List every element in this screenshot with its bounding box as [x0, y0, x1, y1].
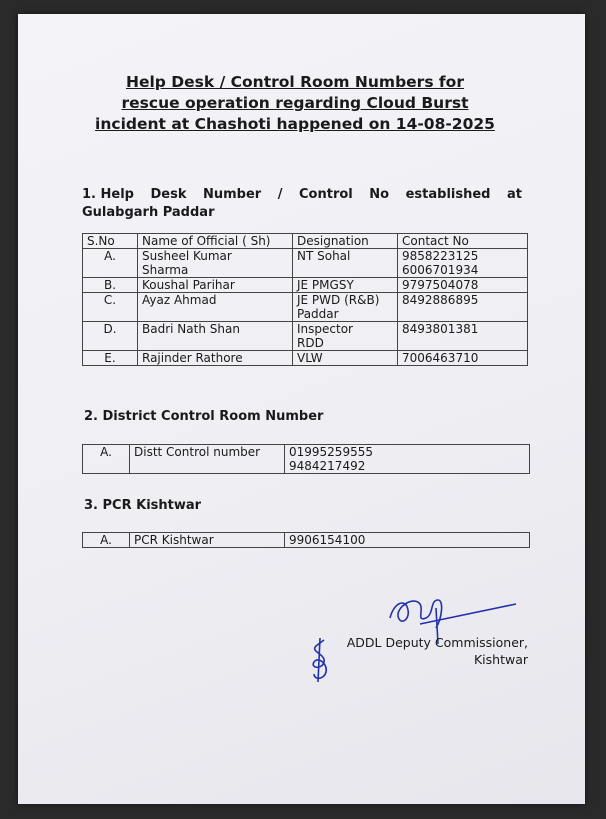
- cell-contact-line: 8493801381: [402, 322, 479, 336]
- help-desk-table: [82, 233, 528, 366]
- column-header-sno: S.No: [83, 234, 138, 249]
- section-2-heading: 2. District Control Room Number: [84, 409, 324, 424]
- cell-contact: [398, 278, 528, 293]
- help-desk-table-body: [83, 249, 528, 366]
- cell-contact-line: 8492886895: [402, 293, 479, 307]
- title-line-1: Help Desk / Control Room Numbers for: [126, 73, 464, 91]
- cell-sno: A.: [83, 445, 130, 474]
- cell-contact: [285, 445, 530, 474]
- cell-designation: [293, 249, 398, 278]
- cell-name-line: Koushal Parihar: [142, 278, 235, 292]
- cell-name-line: Sharma: [142, 263, 189, 277]
- cell-name-line: Susheel Kumar: [142, 249, 232, 263]
- column-header-designation: Designation: [293, 234, 398, 249]
- cell-contact: [398, 322, 528, 351]
- cell-designation-line: VLW: [297, 351, 323, 365]
- cell-sno: E.: [83, 351, 138, 366]
- table-row: [83, 322, 528, 351]
- heading-word: Number: [203, 187, 262, 202]
- heading-word: No: [369, 187, 390, 202]
- cell-designation-line: NT Sohal: [297, 249, 351, 263]
- heading-word: at: [506, 187, 522, 202]
- table-row: [83, 293, 528, 322]
- cell-contact-line: 9858223125: [402, 249, 479, 263]
- table-row: [83, 533, 530, 548]
- cell-designation: [293, 322, 398, 351]
- heading-word: /: [277, 187, 283, 202]
- cell-name: [138, 351, 293, 366]
- district-control-table: [82, 444, 530, 474]
- cell-contact: 9906154100: [285, 533, 530, 548]
- table-row: [83, 249, 528, 278]
- table-row: [83, 445, 530, 474]
- table-row: [83, 351, 528, 366]
- cell-name: [138, 322, 293, 351]
- cell-designation: [293, 351, 398, 366]
- signatory-location: Kishtwar: [473, 652, 528, 667]
- cell-name: Distt Control number: [130, 445, 285, 474]
- cell-designation-line: Paddar: [297, 307, 339, 321]
- table-header-row: [83, 234, 528, 249]
- section-1-heading: [82, 186, 522, 222]
- table-row: [83, 278, 528, 293]
- contact-line: 9484217492: [289, 459, 366, 473]
- cell-designation-line: Inspector: [297, 322, 353, 336]
- heading-word: Control: [299, 187, 353, 202]
- cell-sno: A.: [83, 533, 130, 548]
- cell-contact: [398, 293, 528, 322]
- cell-designation-line: RDD: [297, 336, 324, 350]
- signatory-block: [336, 634, 528, 668]
- pcr-table: [82, 532, 530, 548]
- heading-word: Desk: [150, 187, 187, 202]
- title-line-3: incident at Chashoti happened on 14-08-2025: [95, 115, 495, 133]
- cell-name-line: Rajinder Rathore: [142, 351, 243, 365]
- cell-contact-line: 6006701934: [402, 263, 479, 277]
- signatory-designation: ADDL Deputy Commissioner,: [346, 635, 528, 650]
- cell-contact: [398, 351, 528, 366]
- cell-sno: C.: [83, 293, 138, 322]
- title-line-2: rescue operation regarding Cloud Burst: [121, 94, 469, 112]
- cell-contact-line: 9797504078: [402, 278, 479, 292]
- contact-line: 01995259555: [289, 445, 373, 459]
- cell-contact: [398, 249, 528, 278]
- cell-name: PCR Kishtwar: [130, 533, 285, 548]
- column-header-name: Name of Official ( Sh): [138, 234, 293, 249]
- heading-word: 1. Help: [82, 187, 134, 202]
- cell-name-line: Ayaz Ahmad: [142, 293, 217, 307]
- cell-name: [138, 249, 293, 278]
- cell-designation: [293, 293, 398, 322]
- cell-sno: D.: [83, 322, 138, 351]
- cell-contact-line: 7006463710: [402, 351, 479, 365]
- cell-name: [138, 293, 293, 322]
- cell-designation-line: JE PWD (R&B): [297, 293, 380, 307]
- cell-sno: A.: [83, 249, 138, 278]
- cell-sno: B.: [83, 278, 138, 293]
- initials-scribble: [306, 636, 336, 686]
- cell-designation-line: JE PMGSY: [297, 278, 354, 292]
- cell-name: [138, 278, 293, 293]
- section-1-heading-line-2: Gulabgarh Paddar: [82, 205, 215, 220]
- cell-name-line: Badri Nath Shan: [142, 322, 240, 336]
- section-3-heading: 3. PCR Kishtwar: [84, 498, 202, 513]
- cell-designation: [293, 278, 398, 293]
- heading-word: established: [405, 187, 491, 202]
- column-header-contact: Contact No: [398, 234, 528, 249]
- document-title: [60, 72, 530, 135]
